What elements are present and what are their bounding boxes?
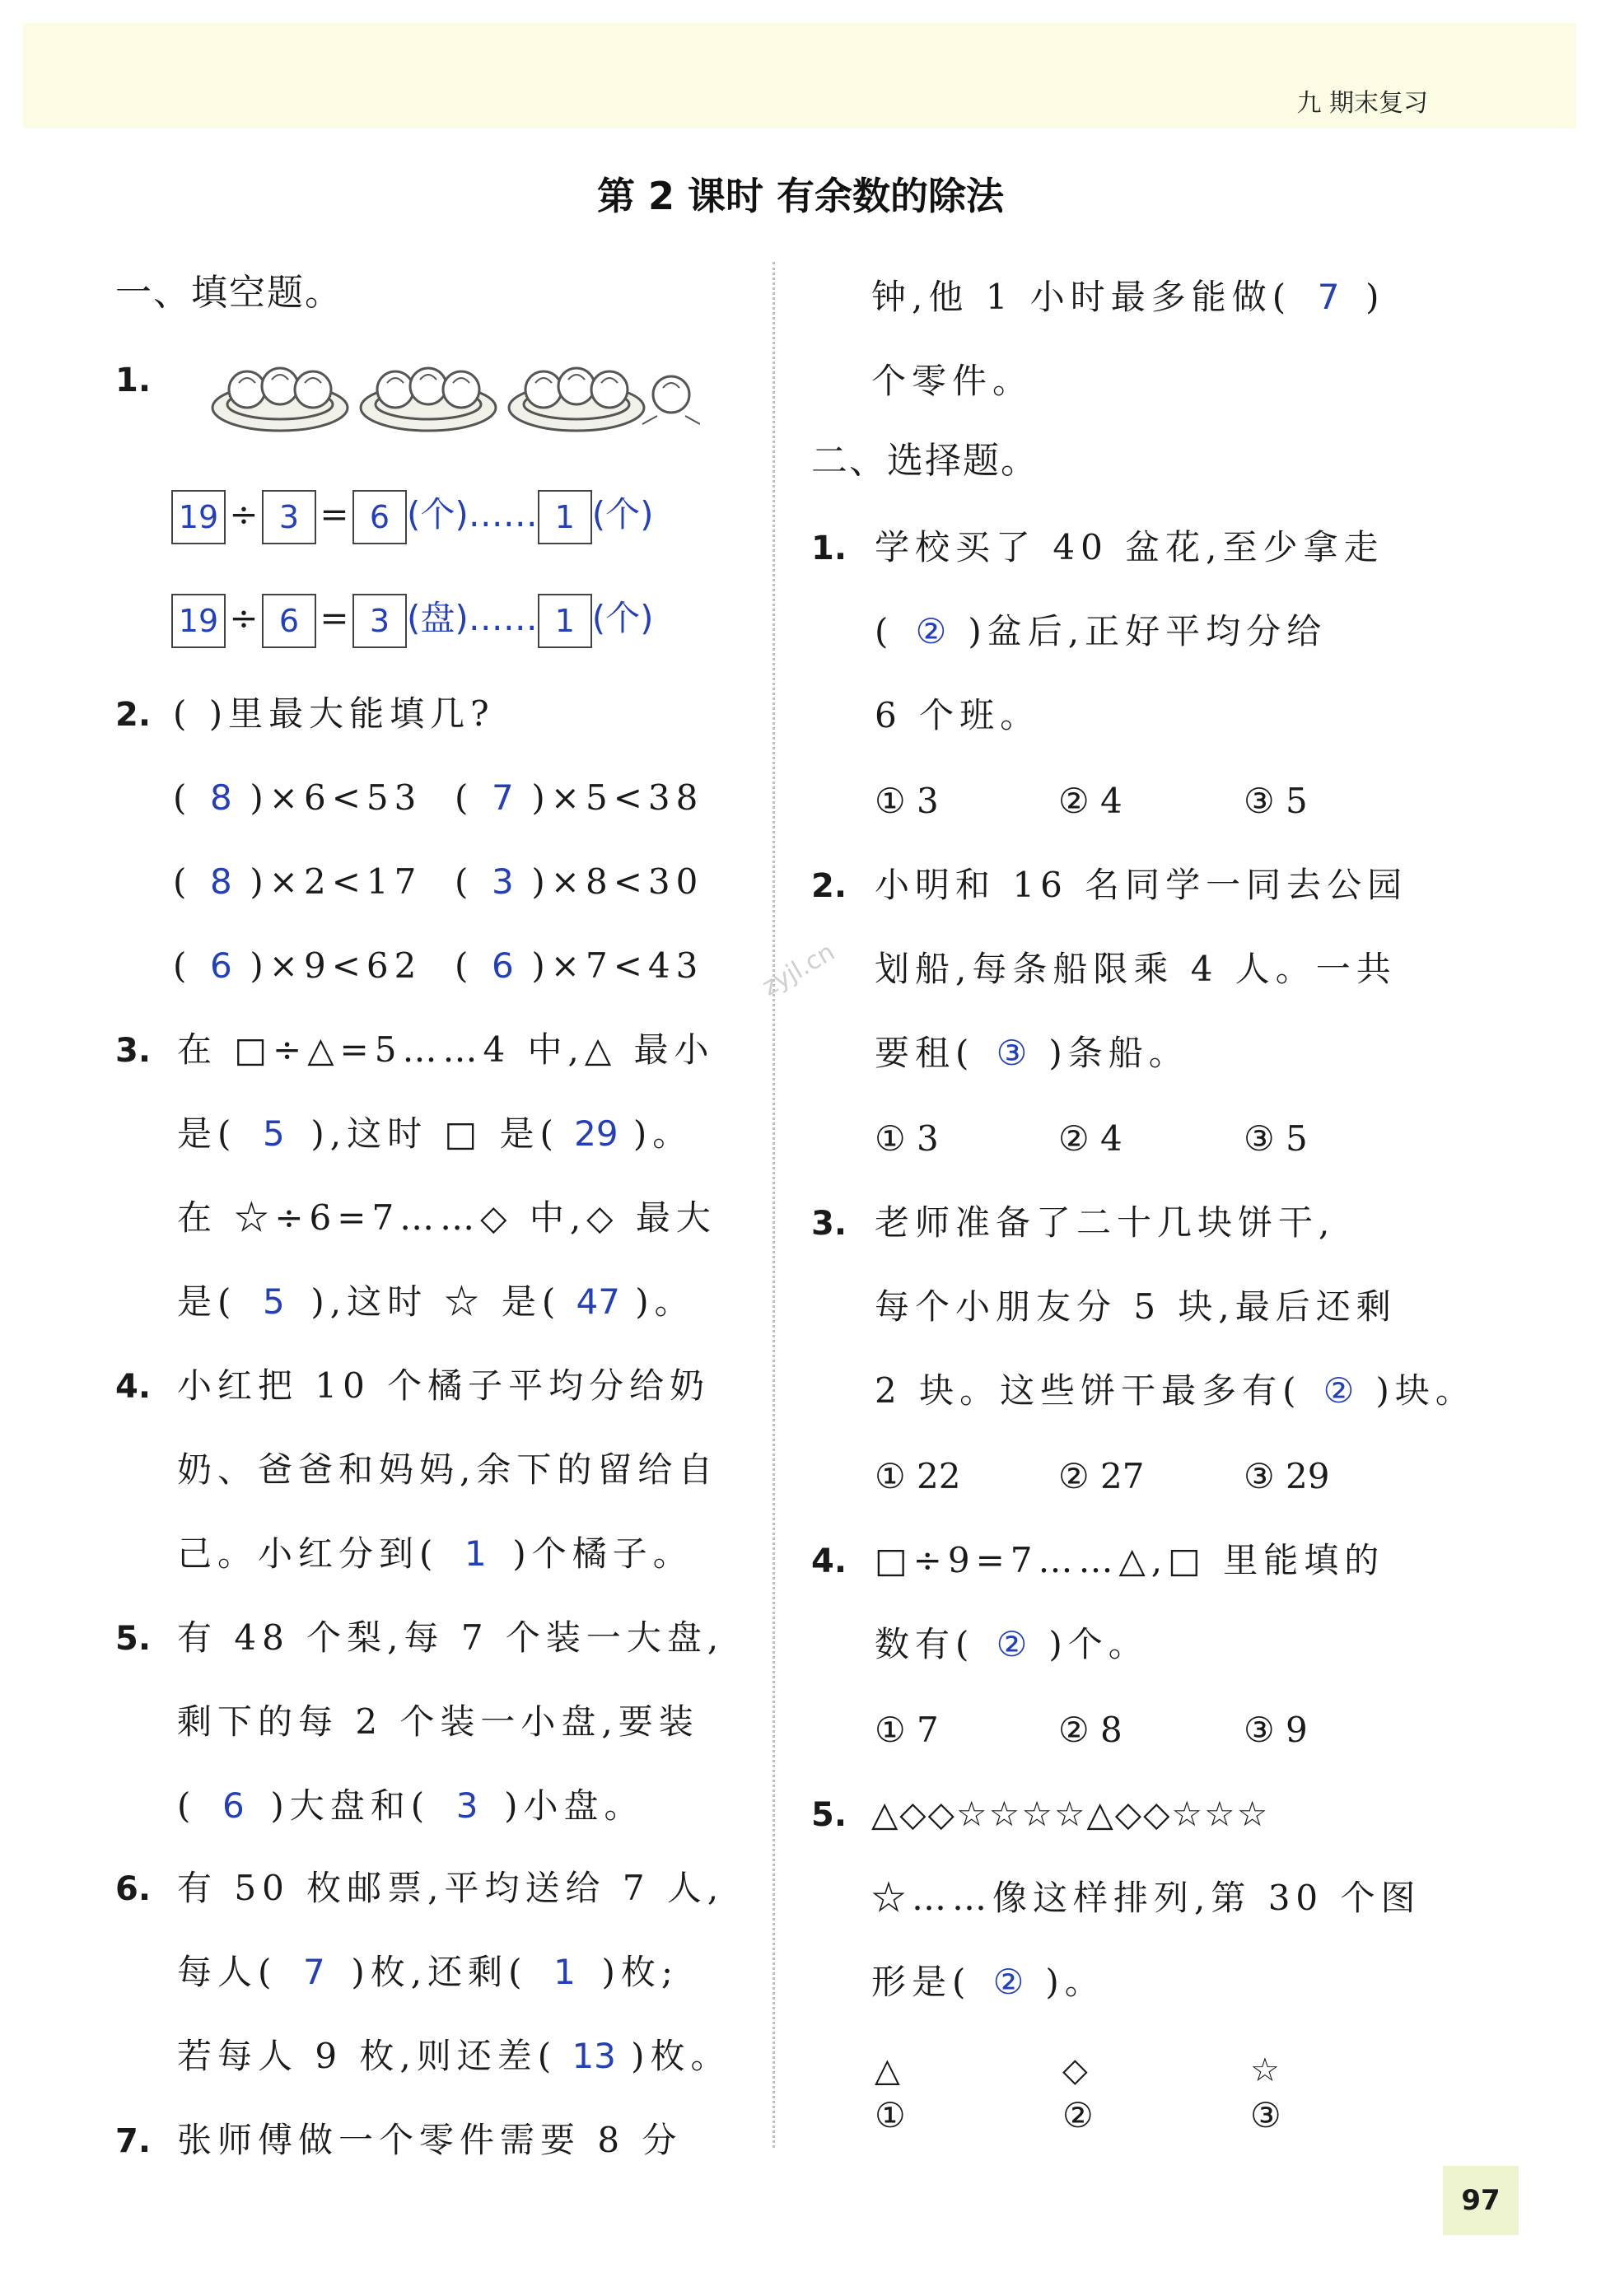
q5-line-2: 剩下的每 2 个装一小盘,要装 [177, 1701, 699, 1742]
remainder-box: 1 [538, 594, 592, 648]
s2-q5-line-1: △◇◇☆☆☆☆△◇◇☆☆☆ [871, 1794, 1270, 1834]
s2-q5-option-1: ① [875, 2095, 906, 2135]
q6-line-2: 每人( 7 )枚,还剩( 1 )枚; [177, 1952, 679, 1992]
q4-line-1: 小红把 10 个橘子平均分给奶 [177, 1365, 711, 1406]
page-number: 97 [1443, 2166, 1519, 2235]
s2-q2-number: 2. [811, 867, 847, 905]
s2-q4-option-3: ③ 9 [1244, 1710, 1308, 1750]
s2-q1-line-2: ( ② )盆后,正好平均分给 [875, 611, 1328, 651]
s2-q2-line-2: 划船,每条船限乘 4 人。一共 [875, 949, 1397, 989]
dividend-box: 19 [171, 490, 226, 544]
lesson-title: 第 2 课时 有余数的除法 [596, 174, 1005, 218]
s2-q3-line-2: 每个小朋友分 5 块,最后还剩 [875, 1286, 1397, 1327]
q1-equation-1: 19 ÷ 3 = 6 (个)…… 1 (个) [171, 488, 654, 544]
q7-line-2: 钟,他 1 小时最多能做( 7 ) [871, 277, 1385, 317]
s2-q1-option-1: ① 3 [875, 781, 939, 821]
column-divider [772, 262, 775, 2148]
dividend-box: 19 [171, 594, 226, 648]
star-shape: ☆ [1250, 2051, 1280, 2089]
s2-q4-line-1: □÷9=7……△,□ 里能填的 [875, 1540, 1385, 1580]
triangle-shape: △ [875, 2051, 900, 2089]
watermark: zyjl.cn [757, 937, 840, 1002]
q3-line-3: 在 ☆÷6=7……◇ 中,◇ 最大 [177, 1197, 716, 1238]
s2-q4-option-1: ① 7 [875, 1710, 939, 1750]
quotient-box: 6 [352, 490, 407, 544]
quotient-box: 3 [352, 594, 407, 648]
divisor-box: 3 [262, 490, 316, 544]
s2-q2-option-2: ② 4 [1058, 1118, 1123, 1159]
q2-item-2: ( 7 )×5<38 [455, 777, 704, 818]
s2-q1-number: 1. [811, 530, 847, 567]
s2-q2-line-1: 小明和 16 名同学一同去公园 [875, 865, 1408, 905]
s2-q1-line-1: 学校买了 40 盆花,至少拿走 [875, 527, 1384, 567]
q1-equation-2: 19 ÷ 6 = 3 (盘)…… 1 (个) [171, 591, 654, 648]
q2-stem: ( )里最大能填几? [173, 693, 495, 734]
q3-line-1: 在 □÷△=5……4 中,△ 最小 [177, 1029, 715, 1070]
q2-item-3: ( 8 )×2<17 [173, 861, 422, 902]
s2-q4-option-2: ② 8 [1058, 1710, 1123, 1750]
divisor-box: 6 [262, 594, 316, 648]
q4-line-3: 己。小红分到( 1 )个橘子。 [177, 1533, 693, 1574]
plates-illustration [206, 350, 700, 441]
s2-q3-line-3: 2 块。这些饼干最多有( ② )块。 [875, 1370, 1476, 1411]
section1-heading: 一、填空题。 [115, 272, 343, 314]
s2-q5-number: 5. [811, 1796, 847, 1834]
q5-number: 5. [115, 1620, 152, 1658]
q7-number: 7. [115, 2122, 152, 2160]
s2-q5-line-3: 形是( ② )。 [871, 1962, 1105, 2002]
q7-line-1: 张师傅做一个零件需要 8 分 [177, 2120, 683, 2160]
q6-number: 6. [115, 1870, 152, 1908]
q2-number: 2. [115, 696, 152, 734]
s2-q3-option-2: ② 27 [1058, 1456, 1145, 1496]
s2-q2-line-3: 要租( ③ )条船。 [875, 1033, 1189, 1073]
q5-line-3: ( 6 )大盘和( 3 )小盘。 [177, 1785, 645, 1826]
q7-line-3: 个零件。 [871, 361, 1034, 401]
q2-item-1: ( 8 )×6<53 [173, 777, 422, 818]
q6-line-3: 若每人 9 枚,则还差( 13 )枚。 [177, 2036, 731, 2076]
s2-q3-number: 3. [811, 1205, 847, 1243]
diamond-shape: ◇ [1062, 2051, 1088, 2089]
q2-item-6: ( 6 )×7<43 [455, 945, 704, 986]
chapter-label: 九 期末复习 [1296, 89, 1428, 118]
q2-item-4: ( 3 )×8<30 [455, 861, 704, 902]
s2-q4-number: 4. [811, 1542, 847, 1580]
s2-q5-option-3: ③ [1250, 2095, 1281, 2135]
s2-q2-option-3: ③ 5 [1244, 1118, 1308, 1159]
s2-q2-option-1: ① 3 [875, 1118, 939, 1159]
remainder-box: 1 [538, 490, 592, 544]
q6-line-1: 有 50 枚邮票,平均送给 7 人, [177, 1868, 725, 1908]
q1-number: 1. [115, 362, 152, 399]
s2-q3-option-3: ③ 29 [1244, 1456, 1330, 1496]
s2-q5-line-2: ☆……像这样排列,第 30 个图 [871, 1878, 1421, 1918]
s2-q1-option-2: ② 4 [1058, 781, 1123, 821]
s2-q1-line-3: 6 个班。 [875, 695, 1041, 735]
s2-q3-line-1: 老师准备了二十几块饼干, [875, 1202, 1336, 1243]
s2-q4-line-2: 数有( ② )个。 [875, 1624, 1149, 1664]
s2-q5-option-2: ② [1062, 2095, 1094, 2135]
q5-line-1: 有 48 个梨,每 7 个装一大盘, [177, 1617, 725, 1658]
section2-heading: 二、选择题。 [811, 440, 1039, 482]
q4-line-2: 奶、爸爸和妈妈,余下的留给自 [177, 1449, 719, 1490]
q2-item-5: ( 6 )×9<62 [173, 945, 422, 986]
q3-number: 3. [115, 1032, 152, 1070]
s2-q1-option-3: ③ 5 [1244, 781, 1308, 821]
q3-line-2: 是( 5 ),这时 □ 是( 29 )。 [177, 1113, 693, 1154]
q4-number: 4. [115, 1368, 152, 1406]
q3-line-4: 是( 5 ),这时 ☆ 是( 47 )。 [177, 1281, 695, 1322]
s2-q3-option-1: ① 22 [875, 1456, 961, 1496]
